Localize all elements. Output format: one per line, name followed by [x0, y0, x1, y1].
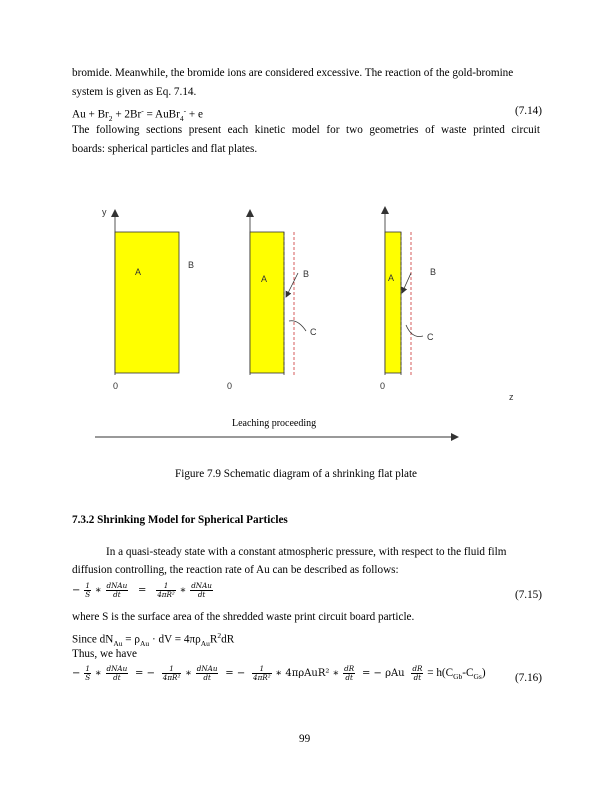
section-heading: 7.3.2 Shrinking Model for Spherical Particles [72, 514, 288, 526]
region-b-label: B [303, 269, 310, 279]
body-text-line: The following sections present each kinetic model for two geometries of waste printed circuit [72, 124, 540, 136]
z-axis-label: z [509, 392, 514, 402]
figure-caption: Figure 7.9 Schematic diagram of a shrinking flat plate [175, 468, 418, 480]
region-b-label: B [430, 267, 437, 277]
body-text-line: diffusion controlling, the reaction rate of Au can be described as follows: [72, 564, 399, 576]
body-text-line: where S is the surface area of the shredded waste print circuit board particle. [72, 611, 415, 623]
equation-number: (7.16) [514, 672, 542, 684]
region-a-label: A [135, 267, 142, 277]
equation-7-16: − $\frac{1}{S}$ ∗ $\frac{\text{dNAu}}{dt}$ = − $\frac{1}{\text{4πR²}}$ ∗ $\frac{\text{dNAu}}{dt}$ = − $\frac{1}{\text{4πR²}}$ ∗ 4πρAuR² ∗ $\frac{dR}{dt}$ = − ρAu $\frac{dR}{dt}$ = $h(C_{Gb}-C_{Gs})$ [72, 663, 486, 682]
equation-7-15: − $\frac{1}{S}$ ∗ $\frac{\text{dNAu}}{dt}$ = $\frac{1}{\text{4πR²}}$ ∗ $\frac{\text{dNAu}}{dt}$ [72, 580, 212, 599]
equation-number: (7.14) [514, 105, 542, 117]
body-text-line: Thus, we have [72, 648, 137, 660]
plate-stage-2 [227, 210, 317, 391]
region-c-label: C [427, 332, 434, 342]
equation-number: (7.15) [514, 589, 542, 601]
equation-7-14: $Au + Br_2 + 2Br^-$ = AuBr$_4$- + e [72, 106, 203, 123]
plate-stage-1 [102, 207, 194, 391]
page-number: 99 [299, 733, 311, 745]
plate-stage-3 [380, 207, 436, 391]
y-axis-label: y [102, 207, 107, 217]
body-text-line: bromide. Meanwhile, the bromide ions are considered excessive. The reaction of the gold-bromine [72, 67, 514, 79]
shrinking-plate-figure [90, 195, 530, 445]
leaching-caption: Leaching proceeding [232, 418, 317, 429]
region-a-label: A [388, 273, 395, 283]
gold-plate [385, 232, 401, 373]
region-b-label: B [188, 260, 195, 270]
origin-label: 0 [113, 381, 119, 391]
region-c-label: C [310, 327, 317, 337]
since-equation: Since $dN_{Au} = \rho_{Au}$ · dV = $4\pi\rho_{Au}R^2dR$ [72, 631, 235, 648]
body-text-line: system is given as Eq. 7.14. [72, 86, 197, 98]
gold-plate [115, 232, 179, 373]
origin-label: 0 [380, 381, 386, 391]
body-text-line: boards: spherical particles and flat plates. [72, 143, 258, 155]
origin-label: 0 [227, 381, 233, 391]
gold-plate [250, 232, 284, 373]
region-a-label: A [261, 274, 268, 284]
body-text-line: In a quasi-steady state with a constant atmospheric pressure, with respect to the fluid film [106, 546, 507, 558]
